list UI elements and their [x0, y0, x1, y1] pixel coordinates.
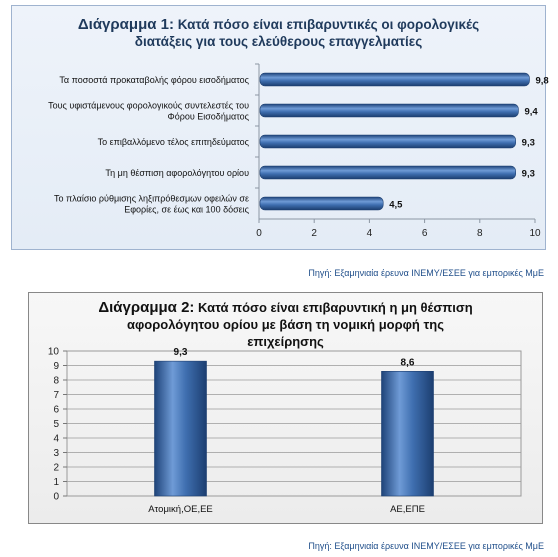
chart-2-y-tick-label: 7: [53, 390, 59, 401]
chart-1-x-tick-label: 6: [421, 228, 428, 239]
chart-2-value-label: 8,6: [400, 357, 415, 369]
chart-1-source: Πηγή: Εξαμηνιαία έρευνα ΙΝΕΜΥ/ΕΣΕΕ για εμπορικές ΜμΕ: [308, 268, 544, 278]
chart-2-y-tick-label: 1: [53, 477, 59, 488]
chart-1-x-tick-label: 8: [477, 228, 483, 239]
chart-1-title-text: Κατά πόσο είναι επιβαρυντικές οι φορολογικές διατάξεις για τους ελεύθερους επαγγελματίες: [134, 17, 480, 49]
chart-2-y-tick-label: 8: [53, 375, 59, 387]
chart-1-value-label: 4,5: [389, 199, 403, 211]
chart-1-category-label: Το επιβαλλόμενο τέλος επιτηδεύματος: [97, 137, 249, 147]
chart-2-title-text: Κατά πόσο είναι επιβαρυντική η μη θέσπιση αφορολόγητου ορίου με βάση τη νομική μορφή της επιχείρησης: [127, 300, 473, 349]
chart-2-category-label: ΑΕ,ΕΠΕ: [390, 504, 425, 515]
chart-1-x-tick-label: 10: [529, 228, 541, 239]
chart-1-panel: [11, 5, 549, 250]
chart-1-value-label: 9,3: [521, 137, 535, 149]
chart-2-panel: [28, 292, 543, 524]
chart-1-x-tick-label: 4: [366, 228, 373, 239]
chart-2-y-tick-label: 6: [53, 404, 59, 416]
chart-2-y-tick-label: 10: [47, 346, 59, 358]
chart-2-y-tick-label: 2: [53, 462, 59, 474]
chart-1-plot: [12, 6, 549, 249]
chart-1-bar: [260, 135, 516, 148]
chart-2-y-tick-label: 4: [53, 433, 59, 445]
chart-2-plot: [29, 293, 542, 523]
chart-2-y-tick-label: 9: [53, 361, 59, 372]
chart-1-value-label: 9,8: [535, 75, 549, 87]
chart-1-category-label: Εφορίες, σε έως και 100 δόσεις: [124, 204, 249, 215]
chart-1-bar: [260, 73, 529, 86]
chart-2-value-label: 9,3: [173, 347, 188, 359]
chart-1-x-tick-label: 2: [311, 228, 317, 239]
chart-2-y-tick-label: 0: [53, 491, 59, 503]
chart-1-category-label: Φόρου Εισοδήματος: [167, 111, 249, 122]
chart-2-bar: [382, 371, 434, 496]
chart-2-y-tick-label: 5: [53, 419, 59, 430]
chart-1-category-label: Τα ποσοστά προκαταβολής φόρου εισοδήματος: [59, 75, 249, 85]
chart-1-value-label: 9,3: [521, 168, 535, 180]
chart-1-category-label: Τη μη θέσπιση αφορολόγητου ορίου: [105, 168, 249, 178]
chart-1-value-label: 9,4: [524, 106, 538, 118]
chart-1-bar: [260, 104, 518, 117]
chart-1-x-tick-label: 0: [256, 228, 262, 239]
chart-1-title-prefix: Διάγραμμα 1:: [77, 16, 174, 33]
chart-2-y-tick-label: 3: [53, 448, 59, 459]
chart-1-bar: [260, 197, 383, 210]
chart-2-category-label: Ατομική,ΟΕ,ΕΕ: [148, 504, 213, 515]
chart-1-category-label: Τους υφιστάμενους φορολογικούς συντελεστές του: [48, 100, 249, 111]
chart-2-title-prefix: Διάγραμμα 2:: [98, 299, 195, 316]
chart-2-source: Πηγή: Εξαμηνιαία έρευνα ΙΝΕΜΥ/ΕΣΕΕ για εμπορικές ΜμΕ: [308, 541, 544, 551]
chart-2-bar: [155, 361, 207, 496]
chart-1-bar: [260, 166, 516, 179]
chart-1-category-label: Το πλαίσιο ρύθμισης ληξιπρόθεσμων οφειλών σε: [54, 193, 249, 204]
